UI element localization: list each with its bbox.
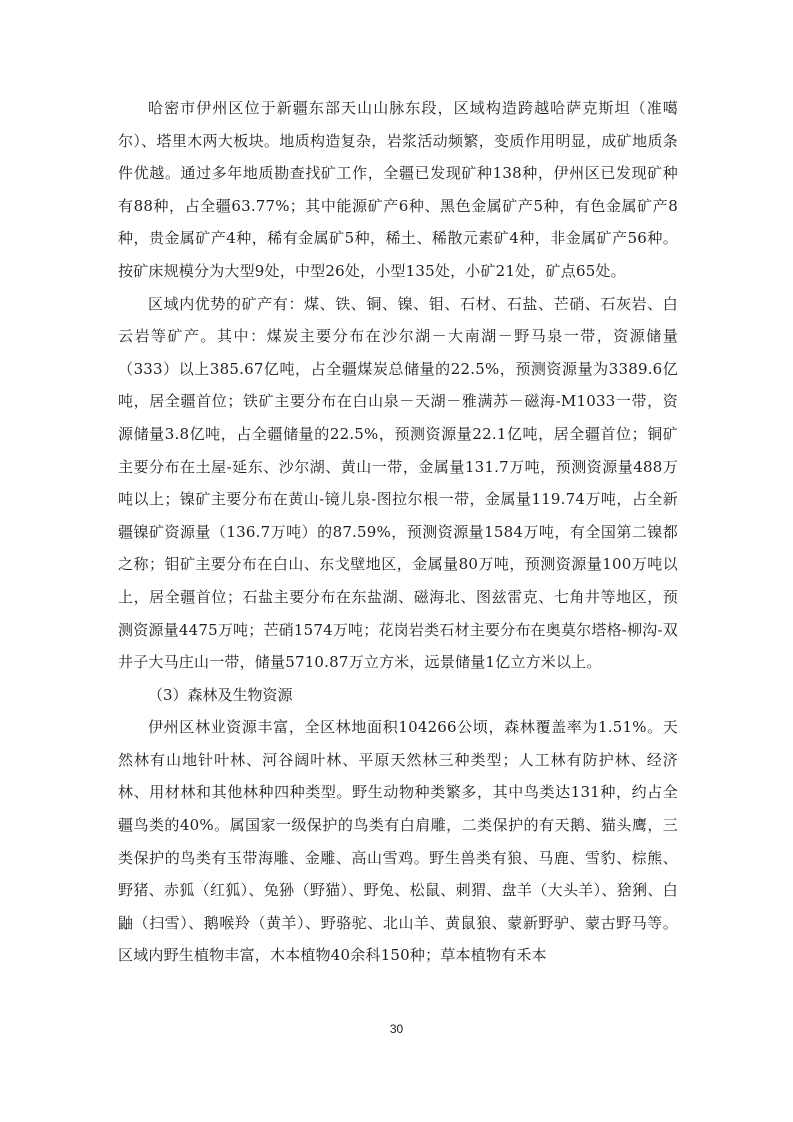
paragraph-minerals: 区域内优势的矿产有：煤、铁、铜、镍、钼、石材、石盐、芒硝、石灰岩、白云岩等矿产。其中：煤炭主要分布在沙尔湖－大南湖－野马泉一带，资源储量（333）以上385.67亿吨，占全疆煤炭总储量的22.5%，预测资源量为3389.6亿吨，居全疆首位；铁矿主要分布在白山泉－天湖－雅满苏－磁海-M1033一带，资源储量3.8亿吨，占全疆储量的22.5%，预测资源量22.1亿吨，居全疆首位；铜矿主要分布在土屋-延东、沙尔湖、黄山一带，金属量131.7万吨，预测资源量488万吨以上；镍矿主要分布在黄山-镜儿泉-图拉尔根一带，金属量119.74万吨，占全新疆镍矿资源量（136.7万吨）的87.59%，预测资源量1584万吨，有全国第二镍都之称；钼矿主要分布在白山、东戈壁地区，金属量80万吨，预测资源量100万吨以上，居全疆首位；石盐主要分布在东盐湖、磁海北、图兹雷克、七角井等地区，预测资源量4475万吨；芒硝1574万吨；花岗岩类石材主要分布在奥莫尔塔格-柳沟-双井子大马庄山一带，储量5710.87万立方米，远景储量1亿立方米以上。 [118, 294, 678, 672]
paragraph-forest: 伊州区林业资源丰富，全区林地面积104266公顷，森林覆盖率为1.51%。天然林有山地针叶林、河谷阔叶林、平原天然林三种类型；人工林有防护林、经济林、用材林和其他林种四种类型。野生动物种类繁多，其中鸟类达131种，约占全疆鸟类的40%。属国家一级保护的鸟类有白肩雕，二类保护的有天鹅、猫头鹰，三类保护的鸟类有玉带海雕、金雕、高山雪鸡。野生兽类有狼、马鹿、雪豹、棕熊、野猪、赤狐（红狐）、兔狲（野猫）、野兔、松鼠、刺猬、盘羊（大头羊）、猞猁、白鼬（扫雪）、鹅喉羚（黄羊）、野骆驼、北山羊、黄鼠狼、蒙新野驴、蒙古野马等。区域内野生植物丰富，木本植物40余科150种；草本植物有禾本 [118, 718, 678, 965]
document-body [118, 92, 678, 972]
page-number: 30 [389, 1022, 404, 1036]
paragraph-geology: 哈密市伊州区位于新疆东部天山山脉东段，区域构造跨越哈萨克斯坦（准噶尔）、塔里木两大板块。地质构造复杂，岩浆活动频繁，变质作用明显，成矿地质条件优越。通过多年地质勘查找矿工作，全疆已发现矿种138种，伊州区已发现矿种有88种，占全疆63.77%；其中能源矿产6种、黑色金属矿产5种，有色金属矿产8种，贵金属矿产4种，稀有金属矿5种，稀土、稀散元素矿4种，非金属矿产56种。按矿床规模分为大型9处，中型26处，小型135处，小矿21处，矿点65处。 [118, 99, 678, 280]
section-heading: （3）森林及生物资源 [148, 685, 293, 704]
